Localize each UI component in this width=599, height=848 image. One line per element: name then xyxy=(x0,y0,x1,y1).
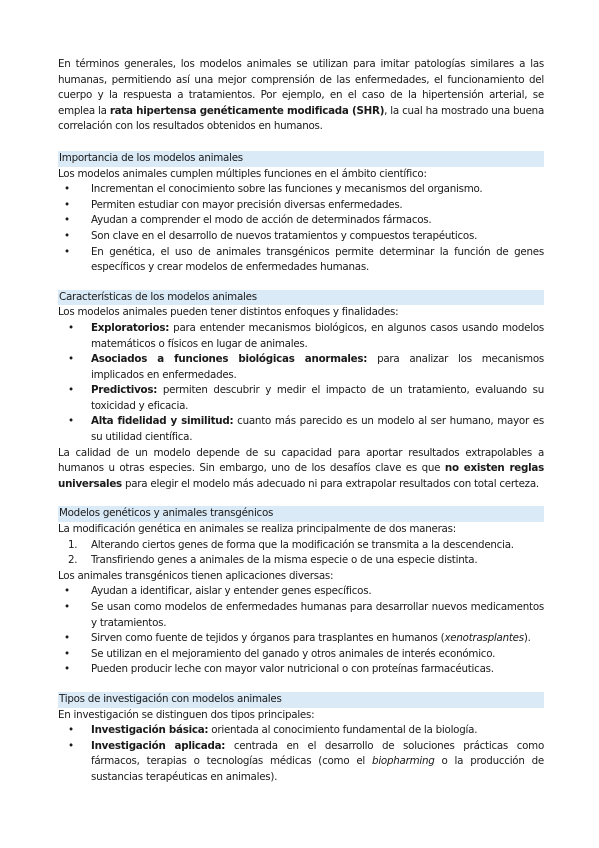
section-caracteristicas xyxy=(58,290,544,493)
section-lead: Los animales transgénicos tienen aplicaciones diversas: xyxy=(58,569,334,582)
list-item: • Se utilizan en el mejoramiento del ganado y otros animales de interés económico. xyxy=(58,647,544,663)
list-item: • Se usan como modelos de enfermedades humanas para desarrollar nuevos medicamentos y tratamientos. xyxy=(64,601,544,629)
intro-text: En términos generales, los modelos animales se utilizan para imitar patologías similares a las humanas, permitiendo así una mejor comprensión de las enfermedades, el funcionamiento del cuerpo y la respuesta a tratamientos. Por ejemplo, en el caso de la hipertensión arterial, se emplea la xyxy=(58,58,544,117)
list-item: • Exploratorios: para entender mecanismos biológicos, en algunos casos usando modelos matemáticos o físicos en lugar de animales. xyxy=(68,321,544,350)
number-marker: 2. xyxy=(68,554,78,567)
list-item: • Son clave en el desarrollo de nuevos tratamientos y compuestos terapéuticos. xyxy=(58,229,544,245)
bullet-marker: • xyxy=(68,384,74,397)
caracteristicas-list xyxy=(58,321,544,446)
list-item: • Sirven como fuente de tejidos y órganos para trasplantes en humanos (xenotrasplantes). xyxy=(58,631,544,647)
bullet-marker: • xyxy=(64,601,70,613)
list-item: • En genética, el uso de animales transgénicos permite determinar la función de genes específicos y crear modelos de enfermedades humanas. xyxy=(64,245,544,274)
closing-paragraph: La calidad de un modelo depende de su capacidad para aportar resultados extrapolables a humanos u otras especies. Sin embargo, uno de los desafíos clave es que no existen reglas universales para elegir el modelo más adecuado ni para extrapolar resultados con total certeza. xyxy=(58,446,544,490)
section-heading: Características de los modelos animales xyxy=(58,290,544,306)
section-lead: En investigación se distinguen dos tipos principales: xyxy=(58,708,315,721)
section-importancia xyxy=(58,151,544,276)
bullet-marker: • xyxy=(64,229,70,242)
section-lead: Los modelos animales cumplen múltiples funciones en el ámbito científico: xyxy=(58,167,427,180)
tipos-list xyxy=(58,723,544,785)
section-tipos xyxy=(58,692,544,786)
section-heading: Importancia de los modelos animales xyxy=(58,151,544,167)
bullet-marker: • xyxy=(68,724,74,737)
bullet-marker: • xyxy=(64,647,70,660)
bullet-marker: • xyxy=(68,321,74,334)
section-lead: Los modelos animales pueden tener distintos enfoques y finalidades: xyxy=(58,306,399,319)
importancia-list xyxy=(58,182,544,276)
intro-paragraph xyxy=(58,57,544,135)
bullet-marker: • xyxy=(64,245,70,258)
list-item: 2. Transfiriendo genes a animales de la misma especie o de una especie distinta. xyxy=(58,553,544,569)
number-marker: 1. xyxy=(68,538,78,551)
intro-text-end: , la cual ha mostrado una buena correlación con los resultados obtenidos en humanos. xyxy=(58,104,544,133)
list-item: • Incrementan el conocimiento sobre las funciones y mecanismos del organismo. xyxy=(58,182,544,198)
bullet-marker: • xyxy=(64,214,70,227)
section-geneticos xyxy=(58,506,544,678)
section-heading: Modelos genéticos y animales transgénicos xyxy=(58,506,544,522)
transgenicos-list xyxy=(58,584,544,678)
list-item: • Predictivos: permiten descubrir y medir el impacto de un tratamiento, evaluando su toxicidad y eficacia. xyxy=(68,384,544,412)
list-item: • Ayudan a comprender el modo de acción de determinados fármacos. xyxy=(58,213,544,229)
numbered-list xyxy=(58,538,544,569)
bullet-marker: • xyxy=(64,585,70,598)
list-item: • Investigación básica: orientada al conocimiento fundamental de la biología. xyxy=(58,723,544,739)
document-page xyxy=(58,57,544,786)
list-item: • Alta fidelidad y similitud: cuanto más parecido es un modelo al ser humano, mayor es su utilidad científica. xyxy=(68,415,544,444)
bullet-marker: • xyxy=(68,415,74,428)
bullet-marker: • xyxy=(68,739,74,752)
list-item: • Investigación aplicada: centrada en el desarrollo de soluciones prácticas como fármacos, terapias o tecnologías médicas (como el biopharming o la producción de sustancias terapéuticas en animales). xyxy=(68,739,544,783)
bullet-marker: • xyxy=(64,198,70,211)
list-item: • Pueden producir leche con mayor valor nutricional o con proteínas farmacéuticas. xyxy=(58,662,544,678)
bullet-marker: • xyxy=(64,632,70,645)
list-item: 1. Alterando ciertos genes de forma que la modificación se transmita a la descendencia. xyxy=(58,538,544,554)
section-lead: La modificación genética en animales se realiza principalmente de dos maneras: xyxy=(58,523,456,536)
list-item: • Ayudan a identificar, aislar y entender genes específicos. xyxy=(58,584,544,600)
list-item: • Permiten estudiar con mayor precisión diversas enfermedades. xyxy=(58,198,544,214)
bullet-marker: • xyxy=(64,663,70,676)
list-item: • Asociados a funciones biológicas anormales: para analizar los mecanismos implicados en enfermedades. xyxy=(68,353,545,381)
bullet-marker: • xyxy=(64,183,70,196)
bullet-marker: • xyxy=(68,353,74,366)
section-heading: Tipos de investigación con modelos animales xyxy=(58,692,544,708)
intro-bold: rata hipertensa genéticamente modificada (SHR) xyxy=(109,104,385,117)
